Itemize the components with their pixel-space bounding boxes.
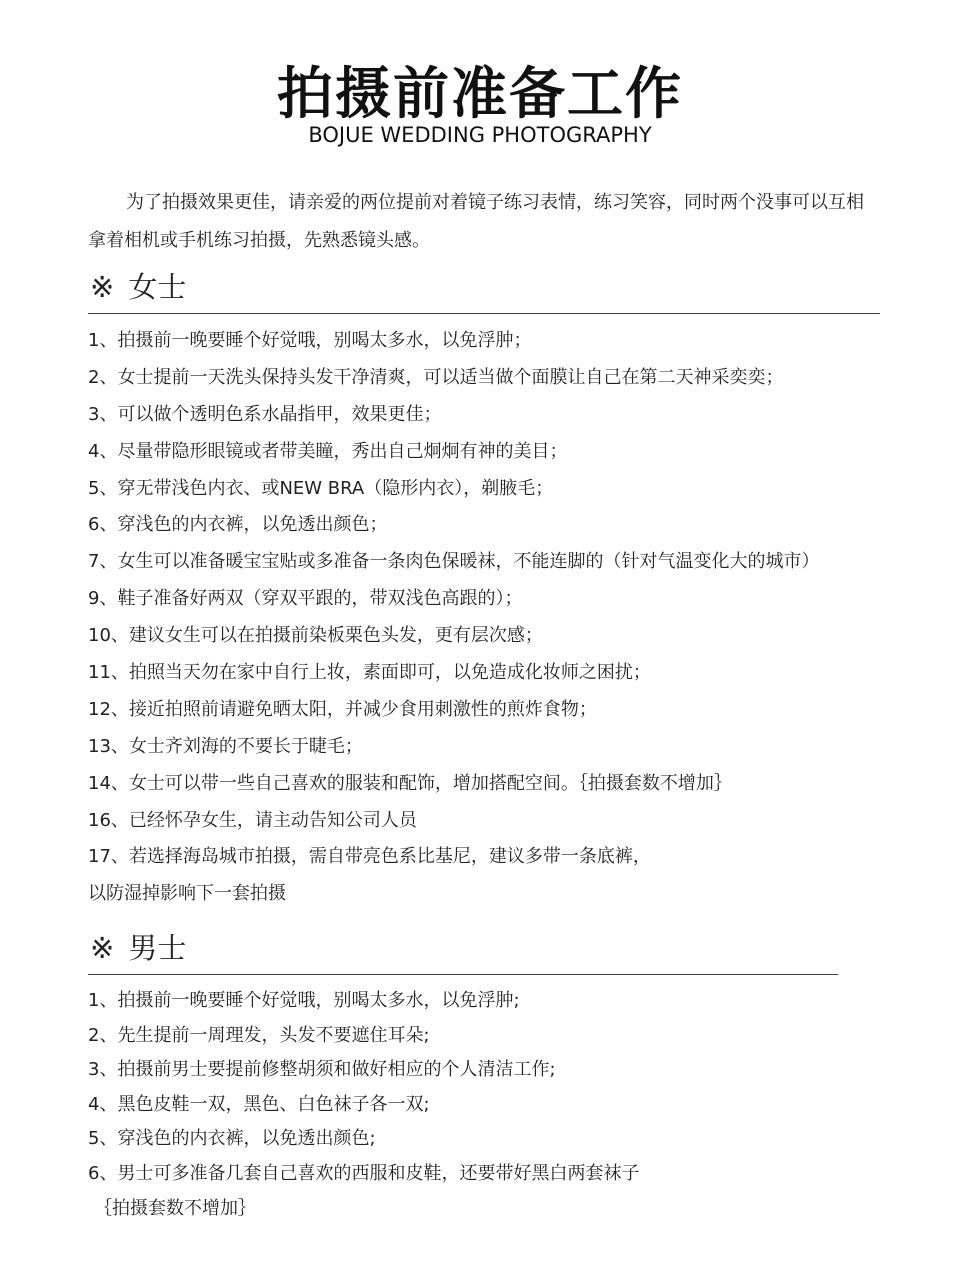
list-item: 11、拍照当天勿在家中自行上妆，素面即可，以免造成化妆师之困扰；	[88, 662, 651, 684]
list-item: 12、接近拍照前请避免晒太阳，并减少食用刺激性的煎炸食物；	[88, 698, 597, 720]
reference-mark-icon: ※	[90, 270, 115, 304]
list-item: 16、已经怀孕女生，请主动告知公司人员	[88, 809, 417, 831]
list-item: 1、拍摄前一晚要睡个好觉哦，别喝太多水，以免浮肿;	[88, 990, 520, 1011]
women-checklist	[88, 323, 819, 913]
list-item: 5、穿无带浅色内衣、或NEW BRA（隐形内衣），剃腋毛；	[88, 477, 554, 499]
list-item-continuation: ｛拍摄套数不增加｝	[94, 1197, 256, 1219]
list-item: 7、女生可以准备暖宝宝贴或多准备一条肉色保暖袜，不能连脚的（针对气温变化大的城市）	[88, 551, 820, 573]
men-heading-label: 男士	[128, 931, 187, 965]
list-item: 17、若选择海岛城市拍摄，需自带亮色系比基尼，建议多带一条底裤，	[88, 846, 651, 868]
men-section-heading	[90, 929, 186, 967]
women-section-divider	[88, 313, 880, 314]
women-heading-label: 女士	[128, 270, 187, 304]
list-item: 2、女士提前一天洗头保持头发干净清爽，可以适当做个面膜让自己在第二天神采奕奕；	[88, 366, 784, 388]
list-item: 1、拍摄前一晚要睡个好觉哦，别喝太多水，以免浮肿；	[88, 330, 532, 351]
intro-paragraph: 为了拍摄效果更佳，请亲爱的两位提前对着镜子练习表情，练习笑容，同时两个没事可以互相拿着相机或手机练习拍摄，先熟悉镜头感。	[88, 192, 864, 251]
list-item: 4、黑色皮鞋一双，黑色、白色袜子各一双;	[88, 1093, 430, 1115]
men-section-divider	[88, 974, 838, 975]
list-item: 3、拍摄前男士要提前修整胡须和做好相应的个人清洁工作;	[88, 1059, 556, 1081]
list-item: 14、女士可以带一些自己喜欢的服装和配饰，增加搭配空间。｛拍摄套数不增加｝	[88, 772, 732, 794]
list-item: 6、穿浅色的内衣裤，以免透出颜色；	[88, 514, 388, 536]
list-item: 4、尽量带隐形眼镜或者带美瞳，秀出自己炯炯有神的美目；	[88, 440, 568, 462]
list-item: 9、鞋子准备好两双（穿双平跟的，带双浅色高跟的）；	[88, 588, 523, 610]
list-item: 5、穿浅色的内衣裤，以免透出颜色;	[88, 1128, 376, 1150]
reference-mark-icon: ※	[90, 931, 115, 965]
men-checklist	[88, 984, 639, 1226]
list-item: 2、先生提前一周理发，头发不要遮住耳朵;	[88, 1024, 430, 1046]
list-item: 10、建议女生可以在拍摄前染板栗色头发，更有层次感；	[88, 625, 543, 647]
women-section-heading	[90, 268, 186, 306]
page-title: 拍摄前准备工作	[277, 62, 683, 127]
list-item: 3、可以做个透明色系水晶指甲，效果更佳；	[88, 403, 442, 425]
page-subtitle: BOJUE WEDDING PHOTOGRAPHY	[308, 123, 652, 147]
list-item: 6、男士可多准备几套自己喜欢的西服和皮鞋，还要带好黑白两套袜子	[88, 1162, 640, 1184]
list-item: 13、女士齐刘海的不要长于睫毛；	[88, 735, 363, 757]
list-item-continuation: 以防湿掉影响下一套拍摄	[88, 883, 286, 905]
